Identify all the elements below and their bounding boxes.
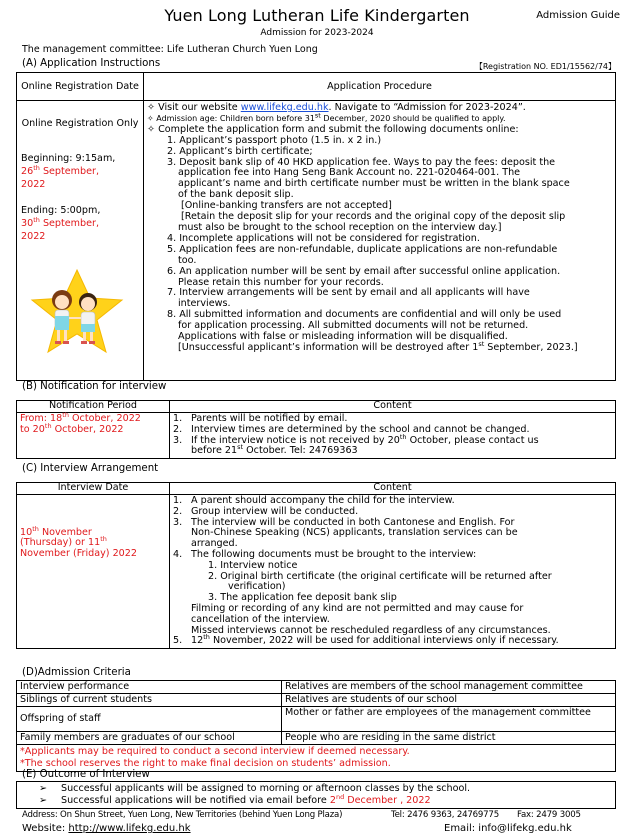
proc-item-5: 5. Application fees are non-refundable, duplicate applications are non-refundable — [167, 243, 558, 255]
section-c-heading: (C) Interview Arrangement — [22, 463, 159, 474]
doc-item-3-line: applicant’s name and birth certificate number must be written in the blank space — [178, 178, 570, 190]
col-application-procedure: Application Procedure — [144, 73, 616, 101]
notification-table — [16, 400, 616, 459]
criteria-cell: Mother or father are employees of the management committee — [282, 707, 616, 732]
diamond-bullet-icon: ✧ — [147, 123, 156, 135]
col-notification-content: Content — [170, 401, 616, 413]
diamond-bullet-icon: ✧ — [147, 113, 154, 123]
interview-item-2: 2. Group interview will be conducted. — [173, 505, 359, 517]
col-interview-content: Content — [170, 483, 616, 495]
interview-item-4: 4. The following documents must be brought to the interview: — [173, 548, 477, 560]
school-title: Yuen Long Lutheran Life Kindergarten — [164, 6, 470, 25]
footer-website-link[interactable]: http://www.lifekg.edu.hk — [68, 823, 191, 834]
proc-item-8-line: Applications with false or misleading information will be disqualified. — [178, 331, 508, 343]
end-label: Ending: 5:00pm, — [21, 205, 101, 216]
end-year: 2022 — [21, 231, 46, 242]
footer-tel: Tel: 2476 9363, 24769775 — [391, 810, 499, 820]
outcome-cell — [17, 782, 616, 809]
children-star-illustration — [22, 268, 132, 354]
notification-content-cell — [170, 413, 616, 459]
procedure-cell — [144, 101, 616, 381]
criteria-table — [16, 680, 616, 772]
diamond-bullet-icon: ✧ — [147, 102, 156, 113]
criteria-cell: Siblings of current students — [17, 694, 282, 707]
section-a-heading: (A) Application Instructions — [22, 58, 161, 69]
interview-content-cell — [170, 495, 616, 649]
section-b-heading: (B) Notification for interview — [22, 381, 167, 392]
website-link[interactable]: www.lifekg.edu.hk — [240, 102, 329, 113]
proc-item-8-note: [Unsuccessful applicant’s information will be destroyed after 1st September, 2023.] — [178, 339, 578, 353]
interview-date-line: November (Friday) 2022 — [20, 548, 137, 560]
proc-item-7-line: interviews. — [178, 298, 231, 310]
admission-year: Admission for 2023-2024 — [260, 28, 374, 38]
proc-item-6: 6. An application number will be sent by email after successful online application. — [167, 265, 561, 277]
proc-item-4: 4. Incomplete applications will not be considered for registration. — [167, 232, 480, 244]
interview-date-line: 10th November — [20, 524, 92, 538]
section-e-heading: (E) Outcome of Interview — [22, 769, 150, 780]
col-notification-period: Notification Period — [17, 401, 170, 413]
criteria-note-1: *Applicants may be required to conduct a second interview if deemed necessary. — [20, 746, 410, 757]
criteria-note-2: *The school reserves the right to make final decision on students’ admission. — [20, 758, 391, 769]
interview-note: Missed interviews cannot be rescheduled regardless of any circumstances. — [191, 624, 551, 636]
doc-item-3-line: application fee into Hang Seng Bank Account no. 221-020464-001. The — [178, 167, 521, 179]
interview-doc-2-line: verification) — [228, 581, 286, 593]
admission-guide-label: Admission Guide — [536, 10, 620, 21]
proc-item-8: 8. All submitted information and documents are confidential and will only be used — [167, 309, 562, 321]
interview-note: Filming or recording of any kind are not permitted and may cause for — [191, 602, 524, 614]
notification-period-cell — [17, 410, 170, 459]
criteria-row — [17, 732, 616, 745]
criteria-row — [17, 707, 616, 732]
proc-item-8-line: for application processing. All submitted documents will not be returned. — [178, 320, 529, 332]
footer-email[interactable]: Email: info@lifekg.edu.hk — [444, 823, 572, 834]
interview-table — [16, 482, 616, 649]
criteria-cell: Relatives are students of our school — [282, 694, 616, 707]
criteria-cell: Relatives are members of the school management committee — [282, 681, 616, 694]
doc-item-2: 2. Applicant’s birth certificate; — [167, 145, 313, 157]
begin-label: Beginning: 9:15am, — [21, 153, 116, 164]
period-from: From: 18th October, 2022 — [20, 410, 141, 424]
doc-item-1: 1. Applicant’s passport photo (1.5 in. x 2 in.) — [167, 134, 382, 146]
doc-item-3: 3. Deposit bank slip of 40 HKD application fee. Ways to pay the fees: deposit the — [167, 156, 556, 168]
footer-fax: Fax: 2479 3005 — [517, 810, 581, 820]
interview-date-cell — [17, 495, 170, 649]
procedure-age: ✧ Admission age: Children born before 31st December, 2020 should be qualified to apply. — [147, 111, 506, 123]
notify-item-2: 2. Interview times are determined by the school and cannot be changed. — [173, 423, 530, 435]
criteria-row — [17, 681, 616, 694]
proc-item-6-line: Please retain this number for your records. — [178, 276, 384, 288]
outcome-line-1: ➢ Successful applicants will be assigned to morning or afternoon classes by the school. — [39, 783, 471, 794]
interview-item-3: 3. The interview will be conducted in both Cantonese and English. For — [173, 516, 515, 528]
criteria-row — [17, 694, 616, 707]
criteria-cell: Family members are graduates of our school — [17, 732, 282, 745]
criteria-cell: Offspring of staff — [17, 707, 282, 732]
col-registration-date: Online Registration Date — [17, 73, 144, 101]
criteria-cell: People who are residing in the same district — [282, 732, 616, 745]
arrow-bullet-icon: ➢ — [39, 783, 48, 794]
outcome-line-2: ➢ Successful applications will be notified via email before 2nd December , 2022 — [39, 792, 431, 806]
doc-item-3-note: [Online-banking transfers are not accepted] — [181, 200, 392, 212]
doc-item-3-note: [Retain the deposit slip for your records and the original copy of the deposit slip — [181, 211, 566, 223]
registration-number: 【Registration NO. ED1/15562/74】 — [474, 62, 616, 71]
proc-item-5-line: too. — [178, 254, 197, 266]
interview-date-line: (Thursday) or 11th — [20, 535, 107, 549]
footer-address: Address: On Shun Street, Yuen Long, New Territories (behind Yuen Long Plaza) — [22, 810, 343, 820]
procedure-visit: ✧ Visit our website www.lifekg.edu.hk. Navigate to “Admission for 2023-2024”. — [147, 102, 526, 113]
footer-website: Website: http://www.lifekg.edu.hk — [22, 823, 191, 834]
notify-item-1: 1. Parents will be notified by email. — [173, 413, 348, 424]
end-date: 30th September, — [21, 215, 100, 229]
interview-doc-2: 2. Original birth certificate (the original certificate will be returned after — [208, 570, 552, 582]
criteria-cell: Interview performance — [17, 681, 282, 694]
doc-item-3-note: must also be brought to the school reception on the interview day.] — [178, 221, 502, 233]
begin-year: 2022 — [21, 179, 46, 190]
begin-date: 26th September, — [21, 163, 100, 177]
notify-item-3-line: before 21st October. Tel: 24769363 — [191, 443, 358, 457]
criteria-notes — [17, 745, 616, 772]
arrow-bullet-icon: ➢ — [39, 795, 48, 806]
notify-item-3: 3. If the interview notice is not received by 20th October, please contact us — [173, 432, 539, 446]
online-only-label: Online Registration Only — [21, 118, 139, 129]
period-to: to 20th October, 2022 — [20, 421, 124, 435]
interview-item-1: 1. A parent should accompany the child for the interview. — [173, 495, 455, 506]
section-d-heading: (D)Admission Criteria — [22, 667, 131, 678]
interview-doc-3: 3. The application fee deposit bank slip — [208, 592, 397, 604]
doc-item-3-line: of the bank deposit slip. — [178, 189, 294, 201]
interview-item-5: 5. 12th November, 2022 will be used for additional interviews only if necessary. — [173, 633, 559, 647]
interview-note: cancellation of the interview. — [191, 613, 330, 625]
procedure-complete: ✧ Complete the application form and submit the following documents online: — [147, 123, 519, 135]
interview-item-3-line: arranged. — [191, 538, 238, 550]
proc-item-7: 7. Interview arrangements will be sent by email and all applicants will have — [167, 287, 530, 299]
col-interview-date: Interview Date — [17, 483, 170, 495]
management-committee: The management committee: Life Lutheran Church Yuen Long — [22, 44, 318, 55]
interview-item-3-line: Non-Chinese Speaking (NCS) applicants, translation services can be — [191, 527, 518, 539]
interview-doc-1: 1. Interview notice — [208, 559, 298, 571]
outcome-table — [16, 781, 616, 809]
